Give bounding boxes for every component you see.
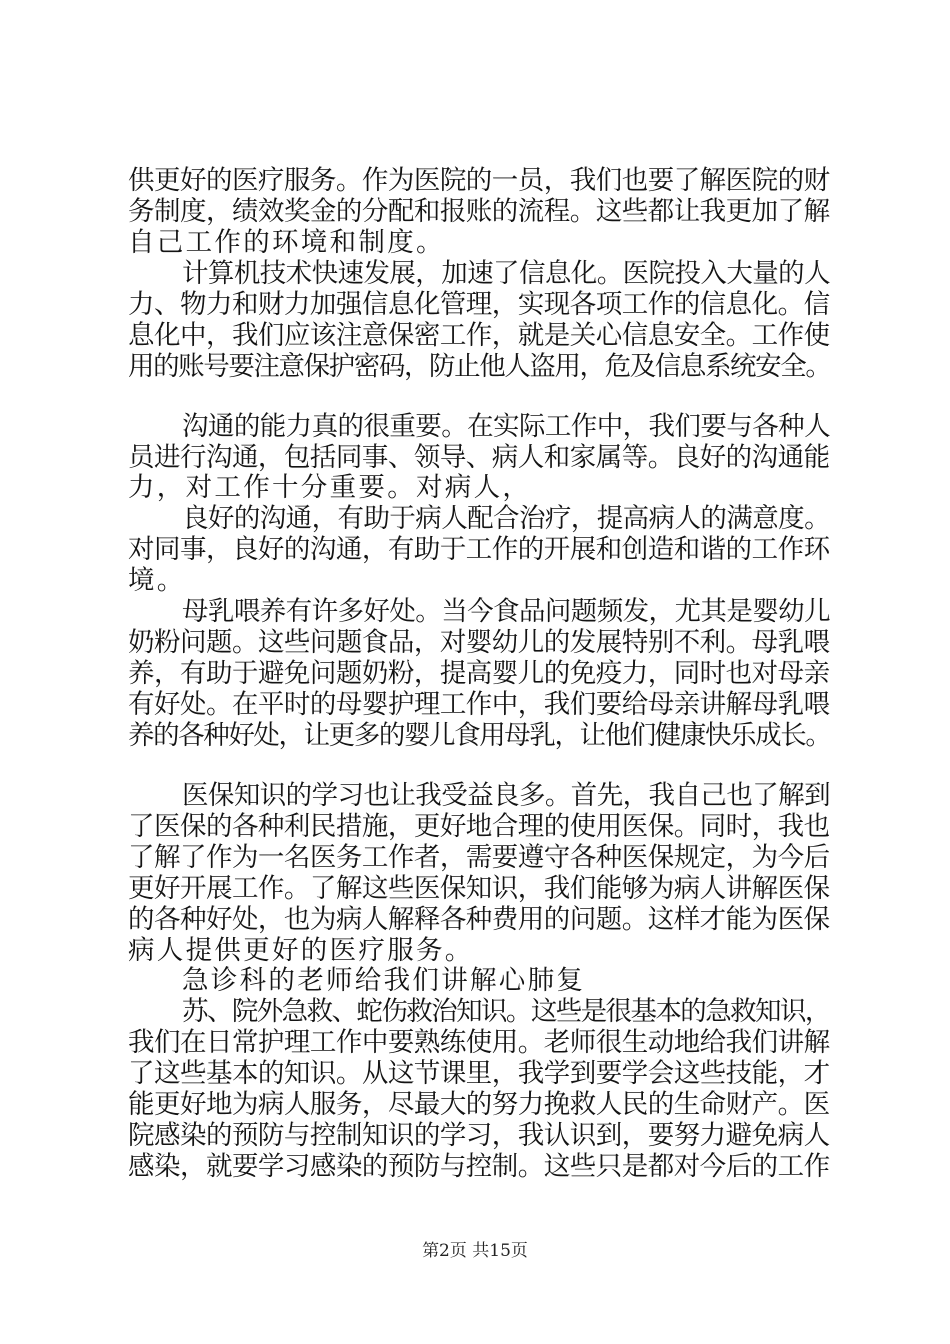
text-line: 医保知识的学习也让我受益良多。首先，我自己也了解到 — [182, 780, 830, 811]
text-line: 感染，就要学习感染的预防与控制。这些只是都对今后的工作 — [128, 1151, 830, 1182]
text-line: 奶粉问题。这些问题食品，对婴幼儿的发展特别不利。母乳喂 — [128, 627, 830, 658]
text-line: 母乳喂养有许多好处。当今食品问题频发，尤其是婴幼儿 — [182, 596, 830, 627]
text-line: 有好处。在平时的母婴护理工作中，我们要给母亲讲解母乳喂 — [128, 689, 830, 720]
text-line: 良好的沟通，有助于病人配合治疗，提高病人的满意度。 — [182, 503, 830, 534]
text-line: 更好开展工作。了解这些医保知识，我们能够为病人讲解医保 — [128, 873, 830, 904]
text-line: 计算机技术快速发展，加速了信息化。医院投入大量的人 — [182, 258, 830, 289]
text-line: 急诊科的老师给我们讲解心肺复 — [182, 965, 586, 996]
text-line: 务制度，绩效奖金的分配和报账的流程。这些都让我更加了解 — [128, 196, 830, 227]
text-line: 力、物力和财力加强信息化管理，实现各项工作的信息化。信 — [128, 289, 830, 320]
text-line: 了解了作为一名医务工作者，需要遵守各种医保规定，为今后 — [128, 842, 830, 873]
text-line: 力，对工作十分重要。对病人， — [128, 472, 532, 503]
text-line: 对同事，良好的沟通，有助于工作的开展和创造和谐的工作环 — [128, 534, 830, 565]
text-line: 供更好的医疗服务。作为医院的一员，我们也要了解医院的财 — [128, 165, 830, 196]
text-line: 了医保的各种利民措施，更好地合理的使用医保。同时，我也 — [128, 811, 830, 842]
text-line: 养，有助于避免问题奶粉，提高婴儿的免疫力，同时也对母亲 — [128, 658, 830, 689]
text-line: 能更好地为病人服务，尽最大的努力挽救人民的生命财产。医 — [128, 1089, 830, 1120]
text-line: 境。 — [128, 565, 186, 596]
text-line: 养的各种好处，让更多的婴儿食用母乳，让他们健康快乐成长。 — [128, 720, 831, 751]
text-line: 了这些基本的知识。从这节课里，我学到要学会这些技能，才 — [128, 1058, 830, 1089]
text-line: 员进行沟通，包括同事、领导、病人和家属等。良好的沟通能 — [128, 442, 830, 473]
text-line: 自己工作的环境和制度。 — [128, 227, 445, 258]
text-line: 病人提供更好的医疗服务。 — [128, 935, 474, 966]
text-line: 我们在日常护理工作中要熟练使用。老师很生动地给我们讲解 — [128, 1027, 830, 1058]
text-line: 沟通的能力真的很重要。在实际工作中，我们要与各种人 — [182, 411, 830, 442]
text-line: 息化中，我们应该注意保密工作，就是关心信息安全。工作使 — [128, 320, 830, 351]
text-line: 的各种好处，也为病人解释各种费用的问题。这样才能为医保 — [128, 904, 830, 935]
text-line: 院感染的预防与控制知识的学习，我认识到，要努力避免病人 — [128, 1120, 830, 1151]
text-line: 用的账号要注意保护密码，防止他人盗用，危及信息系统安全。 — [128, 351, 831, 382]
page-number-footer: 第2页 共15页 — [422, 1241, 528, 1261]
text-line: 苏、院外急救、蛇伤救治知识。这些是很基本的急救知识， — [182, 996, 830, 1027]
